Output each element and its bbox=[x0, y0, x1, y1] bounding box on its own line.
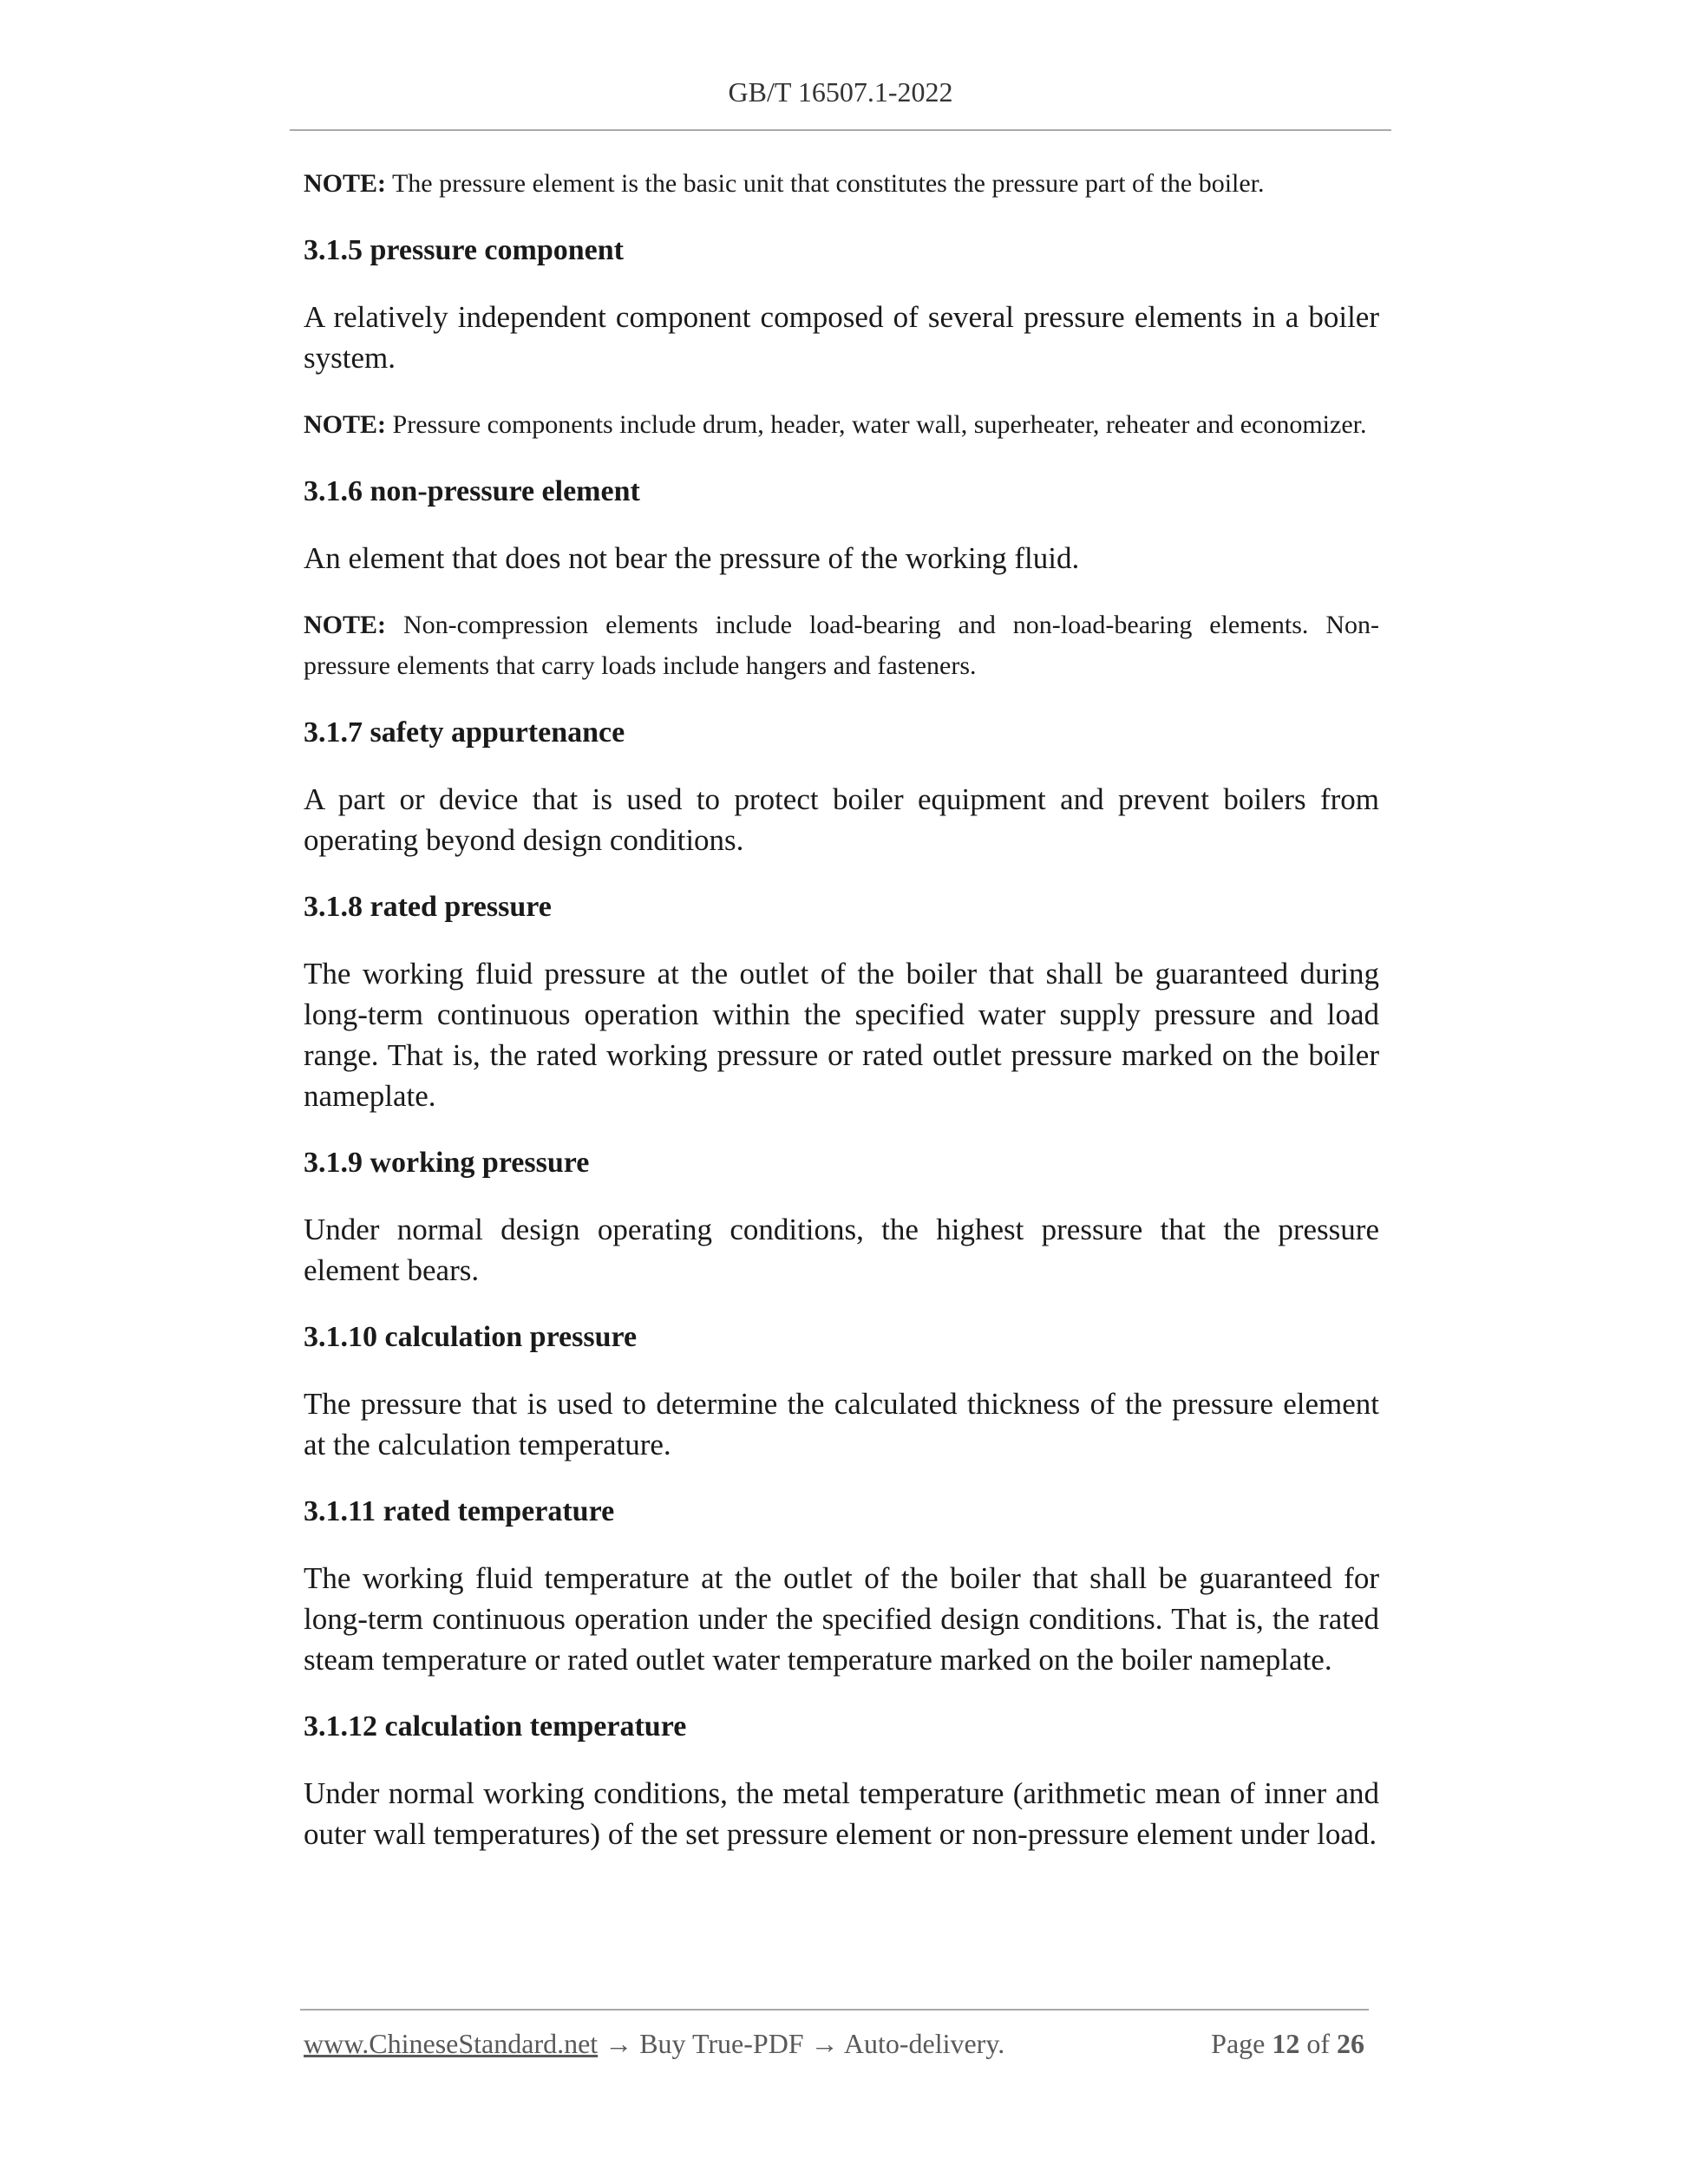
buy-pdf-text: Buy True-PDF bbox=[639, 2028, 804, 2059]
note-text: Pressure components include drum, header, water wall, superheater, reheater and economizer. bbox=[386, 410, 1367, 439]
arrow-right-icon: → bbox=[605, 2028, 633, 2059]
definition-3-1-5: A relatively independent component composed of several pressure elements in a boiler system. bbox=[304, 300, 1379, 375]
website-link[interactable]: www.ChineseStandard.net bbox=[304, 2028, 599, 2059]
section-heading-3-1-5: 3.1.5 pressure component bbox=[304, 234, 624, 266]
definition-3-1-10: The pressure that is used to determine the calculated thickness of the pressure element at the calculation temperature. bbox=[304, 1387, 1379, 1461]
note-label: NOTE: bbox=[304, 410, 387, 439]
document-body bbox=[304, 163, 1379, 1880]
header-divider bbox=[290, 129, 1391, 131]
section-heading-3-1-12: 3.1.12 calculation temperature bbox=[304, 1710, 687, 1743]
section-heading-3-1-8: 3.1.8 rated pressure bbox=[304, 891, 552, 923]
definition-3-1-7: A part or device that is used to protect boiler equipment and prevent boilers from operating beyond design conditions. bbox=[304, 782, 1379, 857]
note-3-1-6 bbox=[304, 605, 1379, 686]
auto-delivery-text: Auto-delivery. bbox=[843, 2028, 1005, 2059]
note-label: NOTE: bbox=[304, 611, 387, 639]
definition-3-1-8: The working fluid pressure at the outlet of the boiler that shall be guaranteed during long-term continuous operation within the specified water supply pressure and load range. That is, the rated working pressure or rated outlet pressure marked on the boiler nameplate. bbox=[304, 957, 1379, 1113]
section-heading-3-1-6: 3.1.6 non-pressure element bbox=[304, 475, 640, 507]
page-current: 12 bbox=[1272, 2028, 1300, 2059]
definition-3-1-11: The working fluid temperature at the outlet of the boiler that shall be guaranteed for long-term continuous operation under the specified design conditions. That is, the rated steam temperature or rated outlet water temperature marked on the boiler nameplate. bbox=[304, 1561, 1379, 1677]
note-3-1-5 bbox=[304, 404, 1379, 445]
page-of: of bbox=[1306, 2028, 1330, 2059]
page-total: 26 bbox=[1337, 2028, 1364, 2059]
page-header-title: GB/T 16507.1-2022 bbox=[728, 76, 953, 108]
note-text: The pressure element is the basic unit that constitutes the pressure part of the boiler. bbox=[386, 169, 1265, 198]
section-heading-3-1-10: 3.1.10 calculation pressure bbox=[304, 1321, 638, 1353]
page-footer bbox=[304, 2028, 1369, 2070]
note-text: Non-compression elements include load-bearing and non-load-bearing elements. Non-pressure elements that carry loads include hangers and fasteners. bbox=[304, 611, 1379, 680]
definition-3-1-12: Under normal working conditions, the metal temperature (arithmetic mean of inner and outer wall temperatures) of the set pressure element or non-pressure element under load. bbox=[304, 1776, 1379, 1851]
page-indicator bbox=[1211, 2028, 1364, 2060]
section-heading-3-1-11: 3.1.11 rated temperature bbox=[304, 1495, 615, 1527]
note-label: NOTE: bbox=[304, 169, 387, 198]
definition-3-1-9: Under normal design operating conditions, the highest pressure that the pressure element bears. bbox=[304, 1213, 1379, 1287]
arrow-right-icon: → bbox=[810, 2028, 839, 2059]
intro-note bbox=[304, 163, 1379, 204]
footer-divider bbox=[300, 2009, 1369, 2011]
section-heading-3-1-9: 3.1.9 working pressure bbox=[304, 1147, 590, 1179]
footer-promo bbox=[304, 2028, 1004, 2060]
page-label: Page bbox=[1211, 2028, 1266, 2059]
definition-3-1-6: An element that does not bear the pressure of the working fluid. bbox=[304, 541, 1080, 575]
section-heading-3-1-7: 3.1.7 safety appurtenance bbox=[304, 716, 625, 749]
